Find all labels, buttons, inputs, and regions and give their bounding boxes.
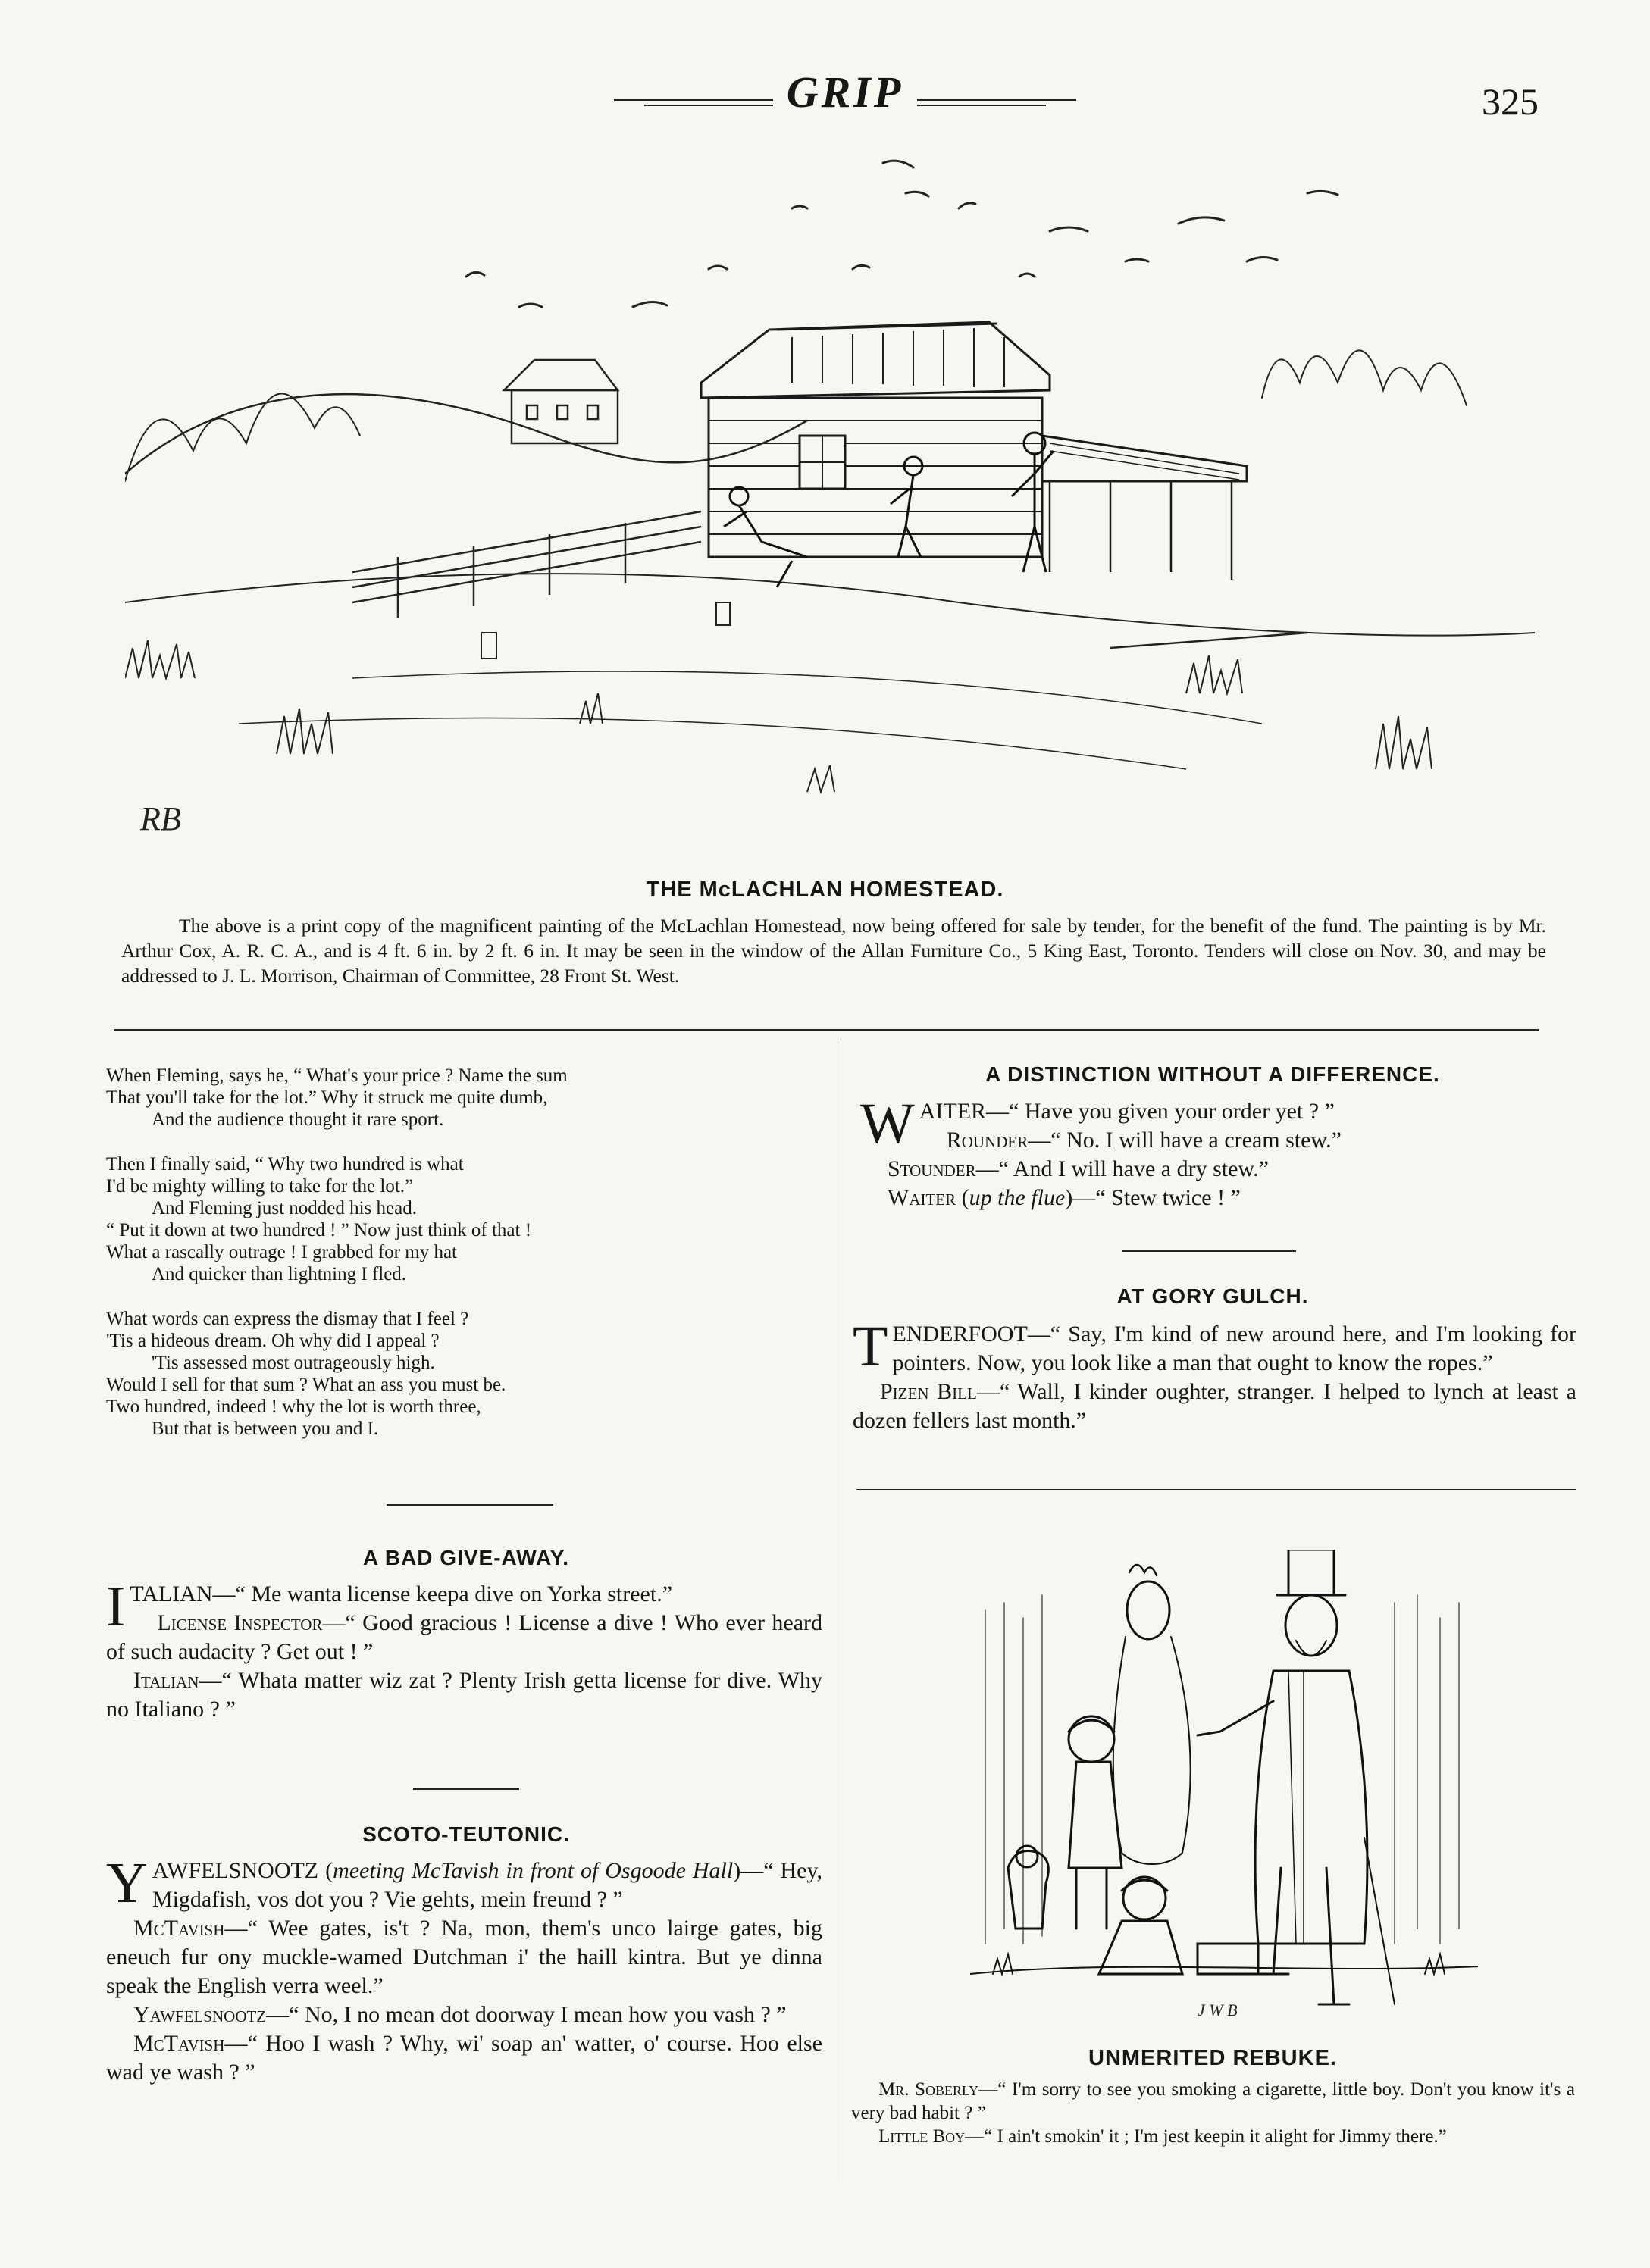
paragraph: Italian—“ Whata matter wiz zat ? Plenty Irish getta license for dive. Why no Italiano ? ” (106, 1668, 822, 1722)
article-bad-giveaway (106, 1575, 823, 1724)
article-scoto-teutonic (106, 1851, 823, 2087)
poem-line: “ Put it down at two hundred ! ” Now just think of that ! (106, 1220, 532, 1240)
paragraph: Yawfelsnootz—“ No, I no mean dot doorway I mean how you vash ? ” (133, 2002, 787, 2027)
drop-cap: I (106, 1575, 126, 1638)
poem-line: Then I finally said, “ Why two hundred is what (106, 1154, 464, 1175)
poem-line: But that is between you and I. (152, 1419, 379, 1439)
poem-stanza (106, 1153, 826, 1285)
masthead (599, 67, 1091, 117)
drop-cap: Y (106, 1851, 148, 1915)
page-number: 325 (1482, 80, 1539, 123)
paragraph: McTavish—“ Hoo I wash ? Why, wi' soap an' watter, o' course. Hoo else wad ye wash ? ” (106, 2031, 822, 2085)
paragraph: License Inspector—“ Good gracious ! License a dive ! Who ever heard of such audacity ? Get out ! ” (106, 1610, 823, 1664)
poem-line: 'Tis assessed most outrageously high. (152, 1353, 435, 1373)
paragraph: ITALIAN—“ Me wanta license keepa dive on Yorka street.” (106, 1575, 673, 1638)
short-rule (1122, 1250, 1296, 1252)
dialogue-line: WAITER—“ Have you given your order yet ? ” (860, 1092, 1335, 1156)
homestead-illustration (125, 148, 1535, 875)
poem-stanza (106, 1308, 826, 1440)
article-gory-gulch (853, 1315, 1576, 1435)
poem-stanza (106, 1065, 826, 1131)
paragraph: TENDERFOOT—“ Say, I'm kind of new around here, and I'm looking for pointers. Now, you look like a man that ought to know the ropes.” (853, 1315, 1576, 1378)
article-distinction (860, 1092, 1576, 1212)
cartoon-signature: J W B (1198, 2001, 1238, 2019)
cartoon-title: UNMERITED REBUKE. (1088, 2046, 1337, 2070)
dialogue-line: Rounder—“ No. I will have a cream stew.” (946, 1128, 1342, 1153)
illustration-signature: RB (140, 800, 181, 837)
poem-line: What words can express the dismay that I feel ? (106, 1309, 469, 1329)
paragraph: McTavish—“ Wee gates, is't ? Na, mon, them's unco lairge gates, big eneuch fur ony muckle-wamed Dutchman i' the haill kintra. But ye dinna speak the English verra weel.” (106, 1916, 822, 1998)
poem (106, 1065, 826, 1462)
poem-line: What a rascally outrage ! I grabbed for my hat (106, 1242, 457, 1262)
poem-line: 'Tis a hideous dream. Oh why did I appeal ? (106, 1331, 440, 1351)
poem-line: Two hundred, indeed ! why the lot is worth three, (106, 1397, 481, 1417)
cartoon-caption (851, 2078, 1575, 2148)
section-title-scoto-teutonic: SCOTO-TEUTONIC. (362, 1822, 570, 1846)
section-divider (114, 1029, 1539, 1031)
poem-line: Would I sell for that sum ? What an ass you must be. (106, 1375, 506, 1395)
unmerited-rebuke-cartoon (970, 1550, 1478, 2027)
poem-line: That you'll take for the lot.” Why it struck me quite dumb, (106, 1087, 548, 1108)
section-title-bad-giveaway: A BAD GIVE-AWAY. (362, 1546, 570, 1569)
section-divider (856, 1489, 1576, 1490)
paragraph: Mr. Soberly—“ I'm sorry to see you smoking a cigarette, little boy. Don't you know it's a very bad habit ? ” (851, 2079, 1575, 2123)
short-rule (413, 1788, 519, 1790)
dialogue-line: Waiter (up the flue)—“ Stew twice ! ” (888, 1185, 1241, 1210)
drop-cap: W (860, 1092, 915, 1156)
section-title-distinction: A DISTINCTION WITHOUT A DIFFERENCE. (985, 1062, 1440, 1086)
paragraph: Pizen Bill—“ Wall, I kinder oughter, stranger. I helped to lynch at least a dozen fellers last month.” (853, 1379, 1576, 1433)
caption-text: The above is a print copy of the magnificent painting of the McLachlan Homestead, now being offered for sale by tender, for the benefit of the fund. The painting is by Mr. Arthur Cox, A. R. C. A., and is 4 ft. 6 in. by 2 ft. 6 in. It may be seen in the window of the Allan Furniture Co., 5 King East, Toronto. Tenders will close on Nov. 30, and may be addressed to J. L. Morrison, Chairman of Committee, 28 Front St. West. (121, 915, 1546, 987)
poem-line: When Fleming, says he, “ What's your price ? Name the sum (106, 1065, 568, 1086)
poem-line: And Fleming just nodded his head. (152, 1198, 417, 1218)
caption-title: THE McLACHLAN HOMESTEAD. (646, 877, 1004, 902)
poem-line: And quicker than lightning I fled. (152, 1264, 407, 1284)
poem-line: I'd be mighty willing to take for the lot.” (106, 1176, 414, 1197)
poem-line: And the audience thought it rare sport. (152, 1109, 444, 1130)
publication-title: GRIP (599, 70, 1091, 115)
short-rule (387, 1504, 553, 1506)
section-title-gory-gulch: AT GORY GULCH. (1116, 1284, 1309, 1308)
paragraph: YAWFELSNOOTZ (meeting McTavish in front of Osgoode Hall)—“ Hey, Migdafish, vos dot you ? Vie gehts, mein freund ? ” (106, 1851, 823, 1915)
dialogue-line: Stounder—“ And I will have a dry stew.” (888, 1156, 1269, 1181)
drop-cap: T (853, 1315, 888, 1378)
paragraph: Little Boy—“ I ain't smokin' it ; I'm jest keepin it alight for Jimmy there.” (878, 2126, 1447, 2147)
